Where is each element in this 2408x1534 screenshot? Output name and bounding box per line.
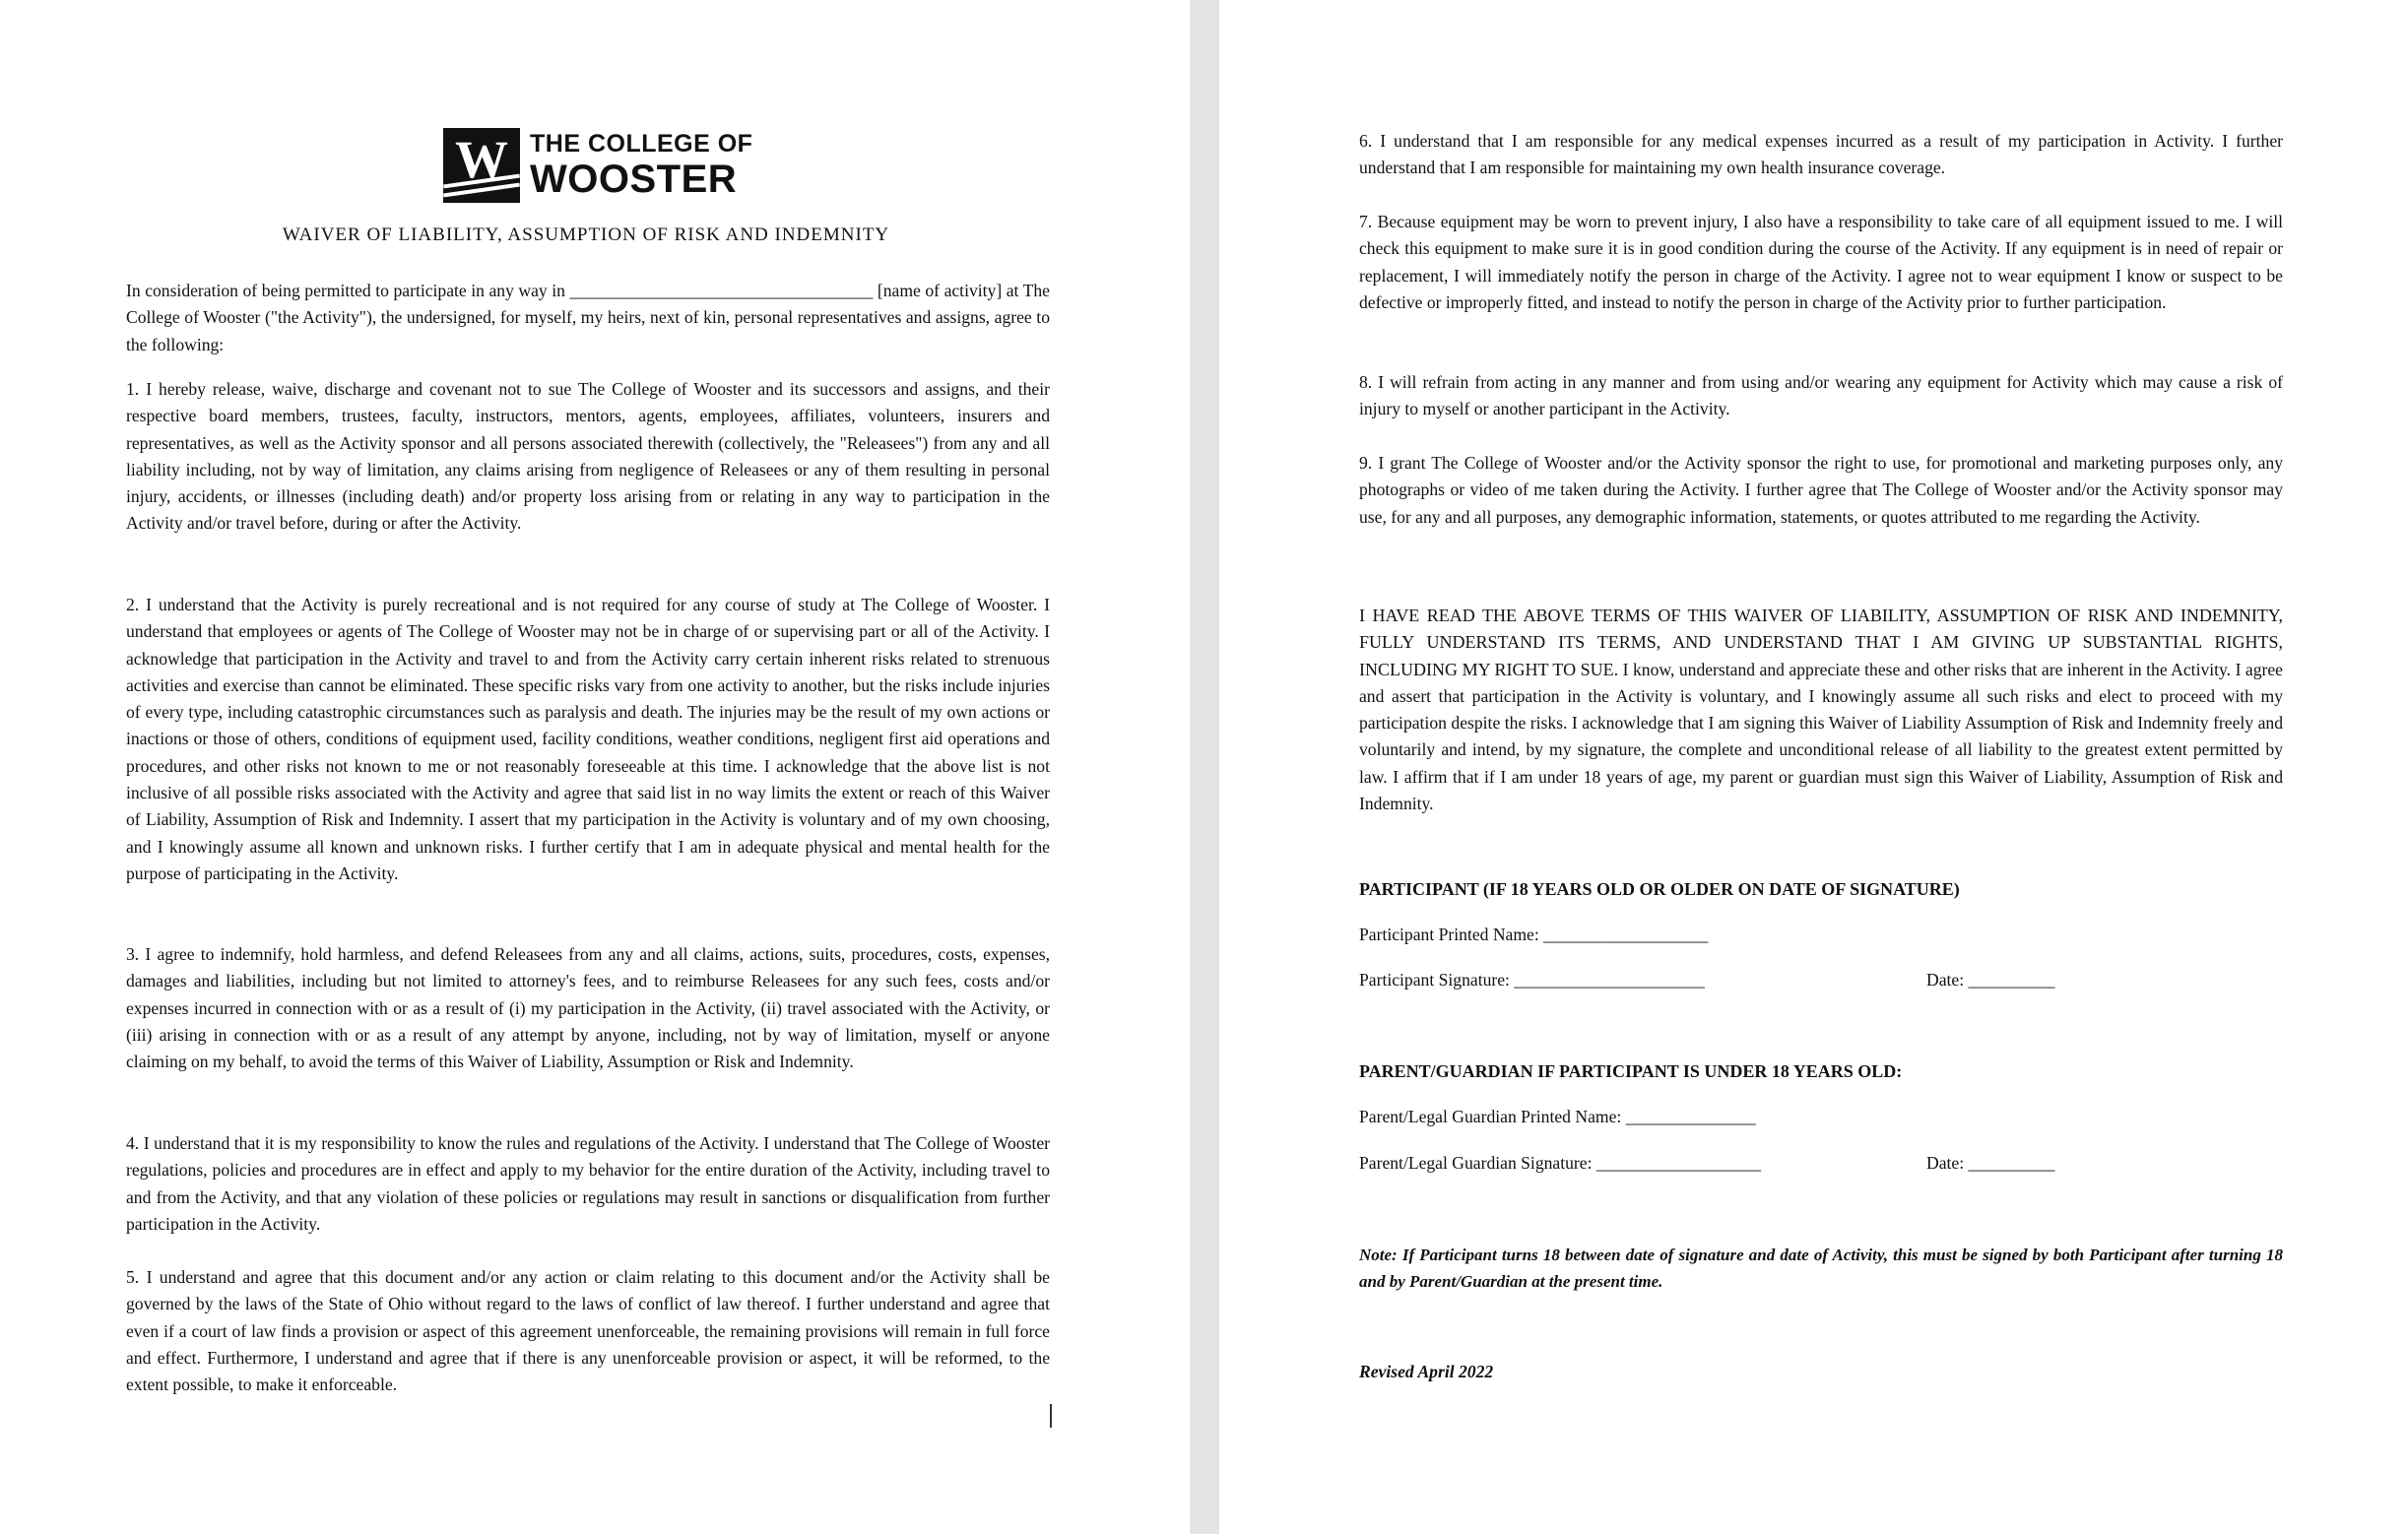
- paragraph-9: 9. I grant The College of Wooster and/or the Activity sponsor the right to use, for promotional and marketing purposes only, any photographs or video of me taken during the Activity. I further agree that The College of Wooster and/or the Activity sponsor may use, for any and all purposes, any demographic information, statements, or quotes attributed to me regarding the Activity.: [1359, 453, 2283, 527]
- guardian-heading: PARENT/GUARDIAN IF PARTICIPANT IS UNDER 18 YEARS OLD:: [1359, 1061, 1903, 1081]
- paragraph-2: 2. I understand that the Activity is purely recreational and is not required for any course of study at The College of Wooster. I understand that employees or agents of The College of Wooster may not be in charge of or supervising part or all of the Activity. I acknowledge that participation in the Activity and travel to and from the Activity carry certain inherent risks related to strenuous activities and exercise than cannot be eliminated. These specific risks vary from one activity to another, but the risks include injuries of every type, including catastrophic circumstances such as paralysis and death. The injuries may be the result of my own actions or inactions or those of others, conditions of equipment used, facility conditions, weather conditions, negligent first aid operations and procedures, and other risks not known to me or not reasonably foreseeable at this time. I acknowledge that the above list is not inclusive of all possible risks associated with the Activity and agree that said list in no way limits the extent or reach of this Waiver of Liability, Assumption of Risk and Indemnity. I assert that my participation in the Activity is voluntary and of my own choosing, and I knowingly assume all known and unknown risks. I further certify that I am in adequate physical and mental health for the purpose of participating in the Activity.: [126, 595, 1050, 883]
- paragraph-7: 7. Because equipment may be worn to prevent injury, I also have a responsibility to take care of all equipment issued to me. I will check this equipment to make sure it is in good condition during the course of the Activity. If any equipment is in need of repair or replacement, I will immediately notify the person in charge of the Activity. I agree not to wear equipment I know or suspect to be defective or improperly fitted, and instead to notify the person in charge of the Activity prior to further participation.: [1359, 212, 2283, 312]
- revision-date: Revised April 2022: [1359, 1362, 1494, 1381]
- guardian-printed-name-field[interactable]: Parent/Legal Guardian Printed Name: _______________: [1359, 1107, 1756, 1126]
- logo-line-1: THE COLLEGE OF: [530, 130, 753, 158]
- text-cursor: [1050, 1404, 1052, 1428]
- college-logo: [443, 128, 752, 203]
- paragraph-5: 5. I understand and agree that this document and/or any action or claim relating to this document and/or the Activity shall be governed by the laws of the State of Ohio without regard to the laws of conflict of law thereof. I further understand and agree that even if a court of law finds a provision or aspect of this agreement unenforceable, the remaining provisions will remain in full force and effect. Furthermore, I understand and agree that if there is any unenforceable provision or aspect, it will be reformed, to the extent possible, to make it enforceable.: [126, 1267, 1050, 1395]
- participant-heading: PARTICIPANT (IF 18 YEARS OLD OR OLDER ON DATE OF SIGNATURE): [1359, 879, 1960, 899]
- participant-signature-field[interactable]: Participant Signature: ______________________: [1359, 970, 1705, 990]
- page-gap: [1190, 0, 1219, 1534]
- intro-paragraph: In consideration of being permitted to participate in any way in ___________________________________ [name of activity] at The College of Wooster ("the Activity"), the undersigned, for myself, my heirs, next of kin, personal representatives and assigns, agree to the following:: [126, 281, 1050, 354]
- acknowledgement-rest: I know, understand and appreciate these and other risks that are inherent in the Activity. I agree and assert that participation in the Activity is voluntary, and I knowingly assume all such risks and elect to proceed with my participation despite the risks. I acknowledge that I am signing this Waiver of Liability Assumption of Risk and Indemnity freely and voluntarily and intend, by my signature, the complete and unconditional release of all liability to the greatest extent permitted by law. I affirm that if I am under 18 years of age, my parent or guardian must sign this Waiver of Liability, Assumption of Risk and Indemnity.: [1359, 659, 2283, 814]
- logo-line-2: WOOSTER: [530, 158, 738, 201]
- document-page-1: [0, 0, 1190, 1534]
- wooster-w-logo-icon: [443, 128, 520, 203]
- document-title: WAIVER OF LIABILITY, ASSUMPTION OF RISK AND INDEMNITY: [282, 224, 890, 245]
- guardian-date-field[interactable]: Date: __________: [1926, 1153, 2055, 1173]
- guardian-signature-field[interactable]: Parent/Legal Guardian Signature: ___________________: [1359, 1153, 1761, 1173]
- note-paragraph: Note: If Participant turns 18 between date of signature and date of Activity, this must be signed by both Participant after turning 18 and by Parent/Guardian at the present time.: [1359, 1246, 2283, 1292]
- paragraph-1: 1. I hereby release, waive, discharge and covenant not to sue The College of Wooster and its successors and assigns, and their respective board members, trustees, faculty, instructors, mentors, agents, employees, affiliates, volunteers, insurers and representatives, as well as the Activity sponsor and all persons associated therewith (collectively, the "Releasees") from any and all liability including, not by way of limitation, any claims arising from negligence of Releasees or any of them resulting in personal injury, accidents, or illnesses (including death) and/or property loss arising from or relating in any way to participation in the Activity and/or travel before, during or after the Activity.: [126, 379, 1050, 534]
- paragraph-8: 8. I will refrain from acting in any manner and from using and/or wearing any equipment for Activity which may cause a risk of injury to myself or another participant in the Activity.: [1359, 372, 2283, 419]
- participant-date-field[interactable]: Date: __________: [1926, 970, 2055, 990]
- acknowledgement-paragraph: [1359, 603, 2283, 817]
- paragraph-6: 6. I understand that I am responsible for any medical expenses incurred as a result of my participation in Activity. I further understand that I am responsible for maintaining my own health insurance coverage.: [1359, 131, 2283, 178]
- acknowledgement-caps: I HAVE READ THE ABOVE TERMS OF THIS WAIVER OF LIABILITY, ASSUMPTION OF RISK AND INDEMNITY, FULLY UNDERSTAND ITS TERMS, AND UNDERSTAND THAT I AM GIVING UP SUBSTANTIAL RIGHTS, INCLUDING MY RIGHT TO SUE.: [1359, 606, 2283, 679]
- logo-mark-letter: W: [455, 130, 508, 189]
- participant-printed-name-field[interactable]: Participant Printed Name: ___________________: [1359, 925, 1709, 944]
- paragraph-3: 3. I agree to indemnify, hold harmless, and defend Releasees from any and all claims, actions, suits, procedures, costs, expenses, damages and liabilities, including but not limited to attorney's fees, and to reimburse Releasees for any such fees, costs and/or expenses incurred in connection with or as a result of (i) my participation in the Activity, (ii) travel associated with the Activity, or (iii) arising in connection with or as a result of any attempt by anyone, including, not by way of limitation, myself or anyone claiming on my behalf, to avoid the terms of this Waiver of Liability, Assumption or Risk and Indemnity.: [126, 944, 1050, 1072]
- paragraph-4: 4. I understand that it is my responsibility to know the rules and regulations of the Activity. I understand that The College of Wooster regulations, policies and procedures are in effect and apply to my behavior for the entire duration of the Activity, including travel to and from the Activity, and that any violation of these policies or regulations may result in sanctions or disqualification from further participation in the Activity.: [126, 1133, 1050, 1234]
